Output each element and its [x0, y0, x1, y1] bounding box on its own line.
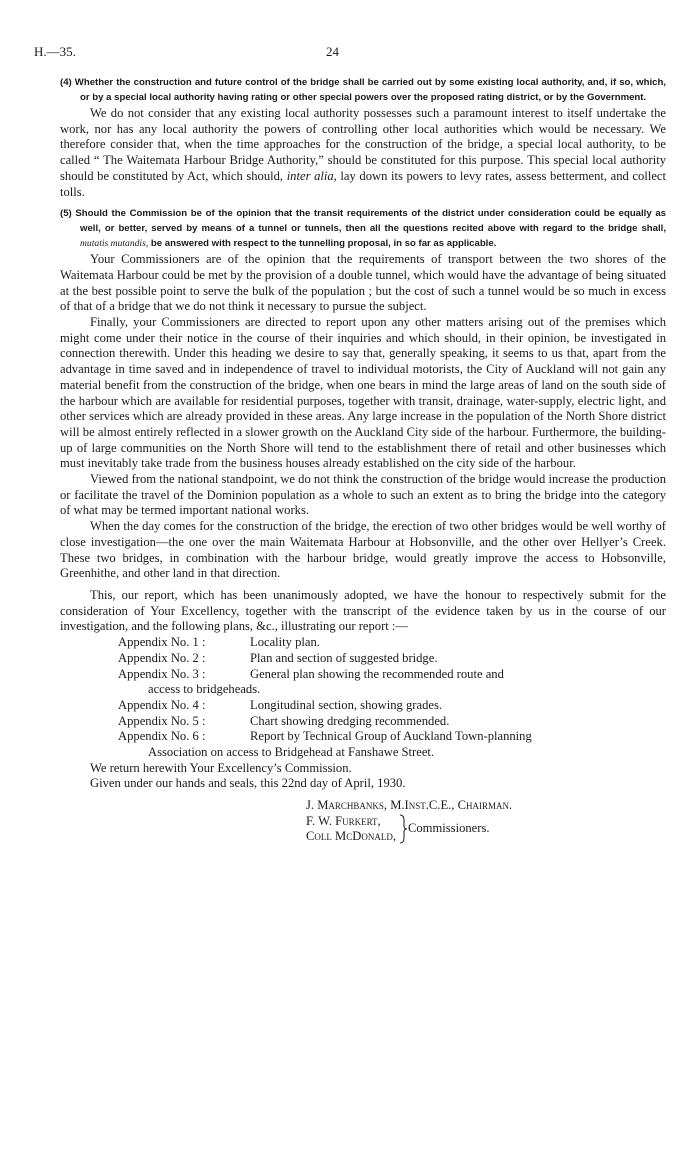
- question-text: (5) Should the Commission be of the opinion that the transit requirements of the district under consideration could be equally as well, or better, served by means of a tunnel or tunnels, then all the questions recited above with regard to the bridge shall,: [60, 208, 666, 235]
- appendix-continuation: Association on access to Bridgehead at Fanshawe Street.: [148, 745, 435, 760]
- document-body: [60, 75, 666, 845]
- question-5: [60, 206, 666, 251]
- appendix-text: Plan and section of suggested bridge.: [250, 650, 438, 665]
- paragraph-text: lay down its powers to levy rates, assess betterment, and collect tolls.: [60, 168, 666, 199]
- brace-icon: [398, 814, 408, 844]
- appendix-text: Chart showing dredging recommended.: [250, 713, 450, 728]
- paragraph-submission: This, our report, which has been unanimously adopted, we have the honour to respectively submit for the consideration of Your Excellency, together with the transcript of the evidence taken by us in the course of our investigation, and the following plans, &c., illustrating our report :—: [60, 587, 666, 634]
- page-number: 24: [326, 44, 339, 59]
- appendix-continuation: access to bridgeheads.: [148, 682, 261, 697]
- question-text: be answered with respect to the tunnelling proposal, in so far as applicable.: [148, 238, 497, 250]
- appendix-text: Locality plan.: [250, 635, 320, 650]
- commissioners-group: [306, 814, 666, 845]
- signatory-member: Coll McDonald,: [306, 829, 396, 844]
- appendix-label: Appendix No. 2 :: [118, 650, 206, 665]
- appendix-label: Appendix No. 4 :: [118, 697, 206, 712]
- question-4: (4) Whether the construction and future control of the bridge shall be carried out by some existing local authority, and, if so, which, or by a special local authority having rating or other special powers over the proposed rating district, or by the Government.: [60, 77, 666, 103]
- paragraph-national: Viewed from the national standpoint, we do not think the construction of the bridge would increase the production or facilitate the travel of the Dominion population as a whole to such an extent as to bring the bridge into the category of what may be termed important national works.: [60, 472, 666, 518]
- document-code: H.—35.: [34, 44, 76, 59]
- appendix-item: [60, 651, 666, 667]
- paragraph-authority: [60, 106, 666, 200]
- appendix-label: Appendix No. 6 :: [118, 729, 206, 744]
- signatory-chairman: J. Marchbanks, M.Inst.C.E., Chairman.: [306, 798, 513, 813]
- paragraph-tunnel: Your Commissioners are of the opinion that the requirements of transport between the two shores of the Waitemata Harbour could be met by the provision of a double tunnel, which would have the advantage of being situated at the best possible point to serve the bulk of the population ; but the cost of such a tunnel would be so much in excess of that of a bridge that we do not think it necessary to pursue the subject.: [60, 252, 666, 314]
- appendix-item: [60, 698, 666, 714]
- paragraph-text: We do not consider that any existing local authority possesses such a paramount interest to itself undertake the work, nor has any local authority the powers of controlling other local authorities which would be necessary. We therefore consider that, when the time approaches for the construction of the bridge, a special local authority, to be called “ The Waitemata Harbour Bridge Authority,” should be constituted for this purpose. This special local authority should be constituted by Act, which should,: [60, 106, 666, 183]
- latin-phrase: mutatis mutandis,: [80, 238, 149, 250]
- appendix-text: General plan showing the recommended route and: [250, 666, 504, 681]
- appendix-item: [60, 714, 666, 730]
- paragraph-other-matters: Finally, your Commissioners are directed to report upon any other matters arising out of the premises which might come under their notice in the course of their inquiries and which should, in their opinion, be investigated in connection therewith. Under this heading we desire to say that, generally speaking, it seems to us that, apart from the advantage in time saved and in independence of travel to individual motorists, the City of Auckland will not gain any material benefit from the construction of the bridge, when one bears in mind the large areas of land on the south side of the harbour which are available for residential purposes, together with transit, drainage, water-supply, electric light, and other services which are already provided in these areas. Any large increase in the population of the North Shore district will be almost entirely reflected in a slower growth on the Auckland City side of the harbour. Furthermore, the building-up of large communities on the North Shore will tend to the establishment there of retail and other businesses which must inevitably take trade from the business houses already established on the city side of the harbour.: [60, 315, 666, 471]
- latin-phrase: inter alia,: [286, 168, 337, 183]
- appendix-item: [60, 635, 666, 651]
- appendix-label: Appendix No. 3 :: [118, 666, 206, 681]
- appendix-item: [60, 667, 666, 683]
- appendix-text: Longitudinal section, showing grades.: [250, 697, 443, 712]
- closing-return: We return herewith Your Excellency’s Commission.: [90, 760, 352, 775]
- signatory-member: F. W. Furkert,: [306, 813, 381, 828]
- closing-given: Given under our hands and seals, this 22nd day of April, 1930.: [90, 776, 406, 791]
- signature-block: [60, 798, 666, 845]
- commissioners-label: Commissioners.: [407, 821, 490, 836]
- appendix-label: Appendix No. 5 :: [118, 713, 206, 728]
- appendix-text: Report by Technical Group of Auckland Town-planning: [250, 729, 532, 744]
- paragraph-other-bridges: When the day comes for the construction of the bridge, the erection of two other bridges would be well worthy of close investigation—the one over the main Waitemata Harbour at Hobsonville, and the other over Hellyer’s Creek. These two bridges, in combination with the harbour bridge, would greatly improve the access to Hobsonville, Greenhithe, and other land in that direction.: [60, 519, 666, 581]
- appendix-list: [60, 635, 666, 761]
- appendix-item: [60, 729, 666, 745]
- appendix-label: Appendix No. 1 :: [118, 635, 206, 650]
